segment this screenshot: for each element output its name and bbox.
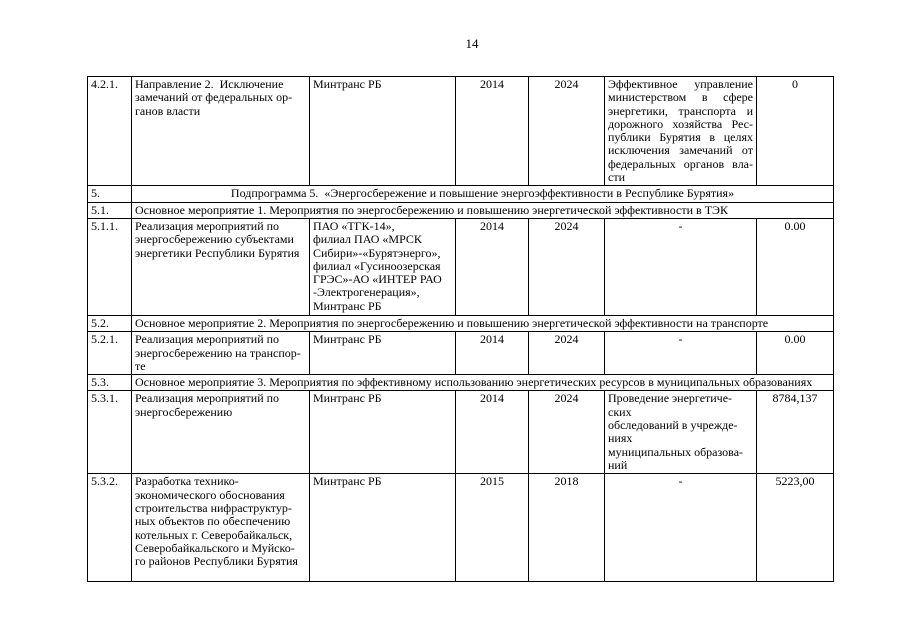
start-year-cell: 2014 [456,332,529,375]
value-cell: 5223,00 [757,474,834,582]
expected-result-cell: Проведение энергетиче- ских обследований в учрежде- ниях муниципальных образова- ний [605,391,757,474]
measure-name-cell: Разработка технико- экономического обоснования строительства нифраструктур- ных объектов по обеспечению котельных г. Северобайкальск, Северобайкальского и Муйско- го районов Республики Бурятия [132,474,310,582]
row-number-cell: 5.3. [88,375,132,391]
executor-cell: Минтранс РБ [310,77,456,186]
executor-cell: Минтранс РБ [310,474,456,582]
value-cell: 0.00 [757,332,834,375]
table-row [88,391,834,474]
value-cell: 0.00 [757,218,834,315]
row-number-cell: 5. [88,186,132,202]
start-year-cell: 2015 [456,474,529,582]
expected-result-cell: - [605,218,757,315]
row-number-cell: 4.2.1. [88,77,132,186]
end-year-cell: 2024 [529,332,605,375]
executor-cell: ПАО «ТГК-14», филиал ПАО «МРСК Сибири»-«Бурятэнерго», филиал «Гусиноозерская ГРЭС»-АО «ИНТЕР РАО -Электрогенерация», Минтранс РБ [310,218,456,315]
main-measure-title: Основное мероприятие 1. Мероприятия по энергосбережению и повышению энергетической эффективности в ТЭК [132,202,834,218]
start-year-cell: 2014 [456,218,529,315]
expected-result-cell: Эффективное управление министерством в сфере энергетики, транспорта и дорожного хозяйства Рес- публики Бурятия в целях исключения замечаний от федеральных органов вла- сти [605,77,757,186]
measure-name-cell: Реализация мероприятий по энергосбережению на транспор- те [132,332,310,375]
value-cell: 0 [757,77,834,186]
start-year-cell: 2014 [456,77,529,186]
main-measure-title: Основное мероприятие 3. Мероприятия по эффективному использованию энергетических ресурсов в муниципальных образованиях [132,375,834,391]
measure-name-cell: Реализация мероприятий по энергосбережению субъектами энергетики Республики Бурятия [132,218,310,315]
value-cell: 8784,137 [757,391,834,474]
table-row [88,474,834,582]
measure-name-cell: Реализация мероприятий по энергосбережению [132,391,310,474]
executor-cell: Минтранс РБ [310,391,456,474]
table-row [88,218,834,315]
row-number-cell: 5.2. [88,315,132,331]
table-row [88,186,834,202]
table-row [88,332,834,375]
end-year-cell: 2024 [529,218,605,315]
table-row [88,77,834,186]
subprogram-title: Подпрограмма 5. «Энергосбережение и повышение энергоэффективности в Республике Бурятия» [132,186,834,202]
measure-name-cell: Направление 2. Исключение замечаний от федеральных ор- ганов власти [132,77,310,186]
row-number-cell: 5.1. [88,202,132,218]
end-year-cell: 2024 [529,77,605,186]
end-year-cell: 2018 [529,474,605,582]
row-number-cell: 5.2.1. [88,332,132,375]
end-year-cell: 2024 [529,391,605,474]
page-number: 14 [465,36,479,51]
table-row [88,315,834,331]
row-number-cell: 5.1.1. [88,218,132,315]
executor-cell: Минтранс РБ [310,332,456,375]
main-measure-title: Основное мероприятие 2. Мероприятия по энергосбережению и повышению энергетической эффективности на транспорте [132,315,834,331]
row-number-cell: 5.3.2. [88,474,132,582]
expected-result-cell: - [605,474,757,582]
table-row [88,375,834,391]
table-row [88,202,834,218]
measures-table [87,76,834,582]
expected-result-cell: - [605,332,757,375]
row-number-cell: 5.3.1. [88,391,132,474]
start-year-cell: 2014 [456,391,529,474]
